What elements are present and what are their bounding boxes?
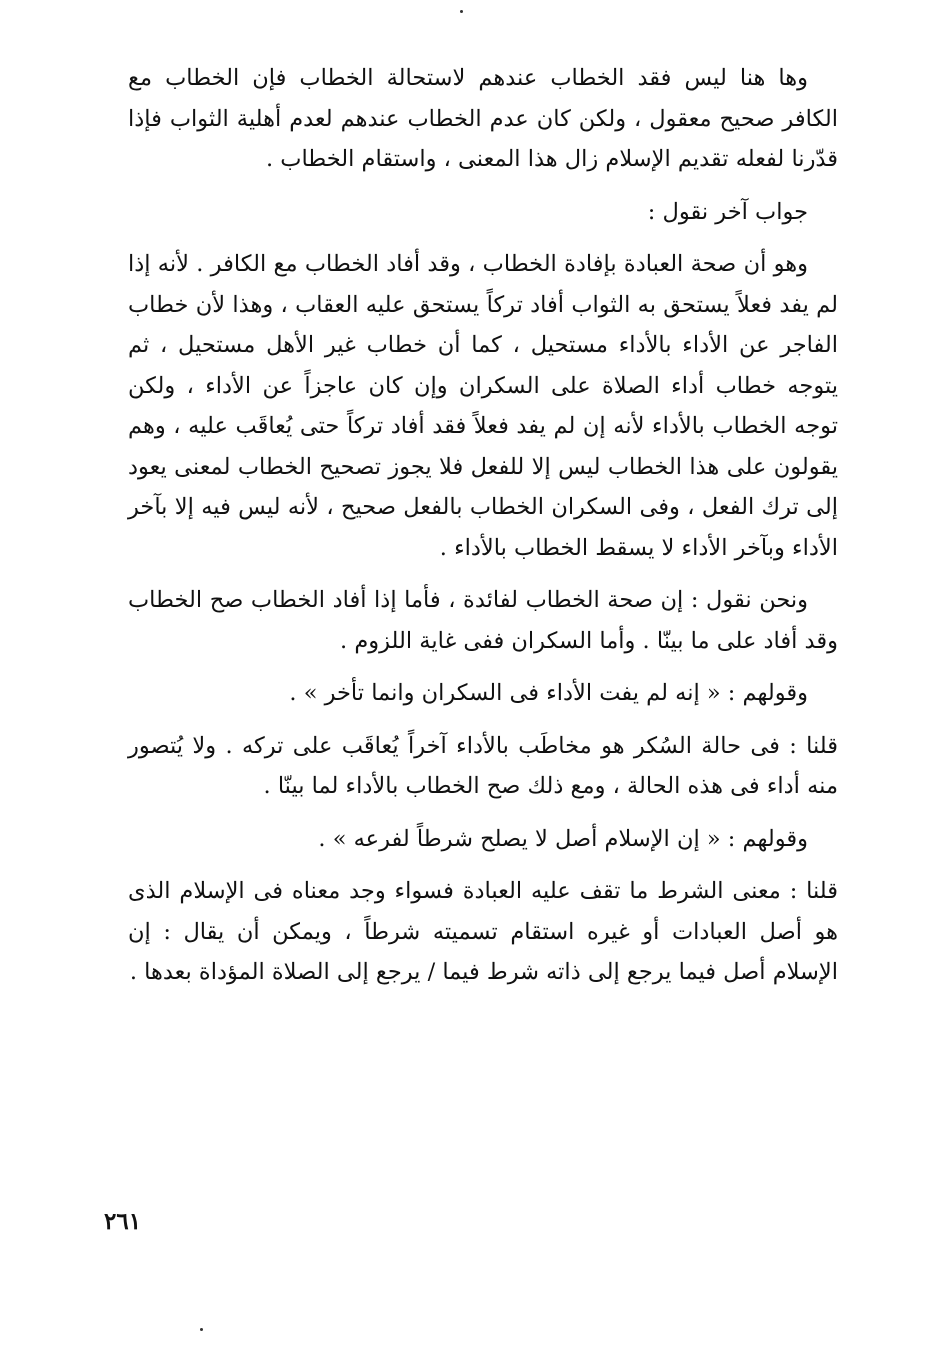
paragraph-5: وقولهم : « إنه لم يفت الأداء فى السكران وانما تأخر » . <box>289 680 808 706</box>
paragraph-3: وهو أن صحة العبادة بإفادة الخطاب ، وقد أفاد الخطاب مع الكافر . لأنه إذا لم يفد فعلاً يستحق به الثواب أفاد تركاً يستحق عليه العقاب ، وهذا لأن خطاب الفاجر عن الأداء بالأداء مستحيل ، كما أن خطاب غير الأهل مستحيل ، ثم يتوجه خطاب أداء الصلاة على السكران وإن كان عاجزاً عن الأداء ، ولكن توجه الخطاب بالأداء لأنه إن لم يفد فعلاً فقد أفاد تركاً حتى يُعاقَب عليه ، وهم يقولون على هذا الخطاب ليس إلا للفعل فلا يجوز تصحيح الخطاب لمعنى يعود إلى ترك الفعل ، وفى السكران الخطاب بالفعل صحيح ، لأنه ليس فيه إلا بآخر الأداء وبآخر الأداء لا يسقط الخطاب بالأداء . <box>128 251 838 561</box>
page-number: ٢٦١ <box>104 1208 142 1235</box>
scan-speck-top <box>460 10 463 13</box>
body-text <box>128 58 838 993</box>
paragraph-4: ونحن نقول : إن صحة الخطاب لفائدة ، فأما إذا أفاد الخطاب صح الخطاب وقد أفاد على ما بينّا . وأما السكران ففى غاية اللزوم . <box>128 587 838 654</box>
paragraph-8: قلنا : معنى الشرط ما تقف عليه العبادة فسواء وجد معناه فى الإسلام الذى هو أصل العبادات أو غيره استقام تسميته شرطاً ، ويمكن أن يقال : إن الإسلام أصل فيما يرجع إلى ذاته شرط فيما / يرجع إلى الصلاة المؤداة بعدها . <box>128 878 838 985</box>
paragraph-7: وقولهم : « إن الإسلام أصل لا يصلح شرطاً لفرعه » . <box>318 825 808 852</box>
paragraph-2: جواب آخر نقول : <box>647 198 808 225</box>
paragraph-1: وها هنا ليس فقد الخطاب عندهم لاستحالة الخطاب فإن الخطاب مع الكافر صحيح معقول ، ولكن كان عدم الخطاب عندهم لعدم أهلية الثواب فإذا قدّرنا لفعله تقديم الإسلام زال هذا المعنى ، واستقام الخطاب . <box>128 65 838 172</box>
scan-speck-bottom <box>200 1328 203 1331</box>
paragraph-6: قلنا : فى حالة السُكر هو مخاطَب بالأداء آخراً يُعاقَب على تركه . ولا يُتصور منه أداء فى هذه الحالة ، ومع ذلك صح الخطاب بالأداء لما بينّا . <box>128 732 838 799</box>
